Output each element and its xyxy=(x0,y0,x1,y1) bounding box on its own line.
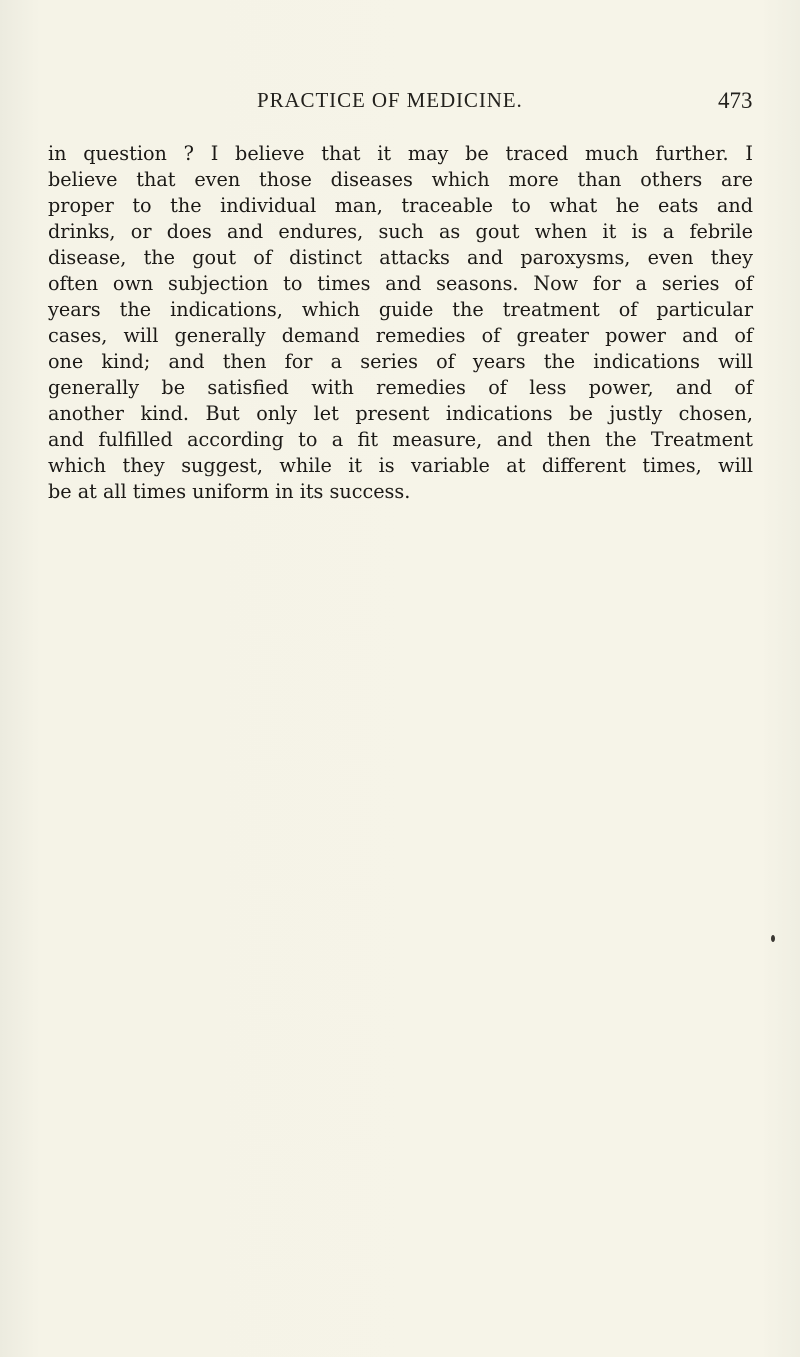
ink-speck xyxy=(771,935,775,942)
text-line: be at all times uniform in its success. xyxy=(48,480,411,503)
text-line: cases, will generally demand remedies of greater power and of xyxy=(48,324,753,347)
text-line: years the indications, which guide the treatment of particular xyxy=(48,298,753,321)
text-line: often own subjection to times and seasons. Now for a series of xyxy=(48,272,753,295)
body-paragraph xyxy=(48,141,753,505)
text-line: proper to the individual man, traceable to what he eats and xyxy=(48,194,753,217)
text-line: and fulfilled according to a fit measure, and then the Treatment xyxy=(48,428,753,451)
text-line: disease, the gout of distinct attacks and paroxysms, even they xyxy=(48,246,753,269)
page-number: 473 xyxy=(718,88,753,113)
text-line: another kind. But only let present indications be justly chosen, xyxy=(48,402,753,425)
text-line: in question ? I believe that it may be traced much further. I xyxy=(48,142,753,165)
text-line: which they suggest, while it is variable at different times, will xyxy=(48,454,753,477)
running-head xyxy=(0,88,800,118)
text-line: believe that even those diseases which more than others are xyxy=(48,168,753,191)
text-line: generally be satisfied with remedies of less power, and of xyxy=(48,376,753,399)
text-line: one kind; and then for a series of years the indications will xyxy=(48,350,753,373)
text-line: drinks, or does and endures, such as gout when it is a febrile xyxy=(48,220,753,243)
running-title: PRACTICE OF MEDICINE. xyxy=(257,88,523,112)
